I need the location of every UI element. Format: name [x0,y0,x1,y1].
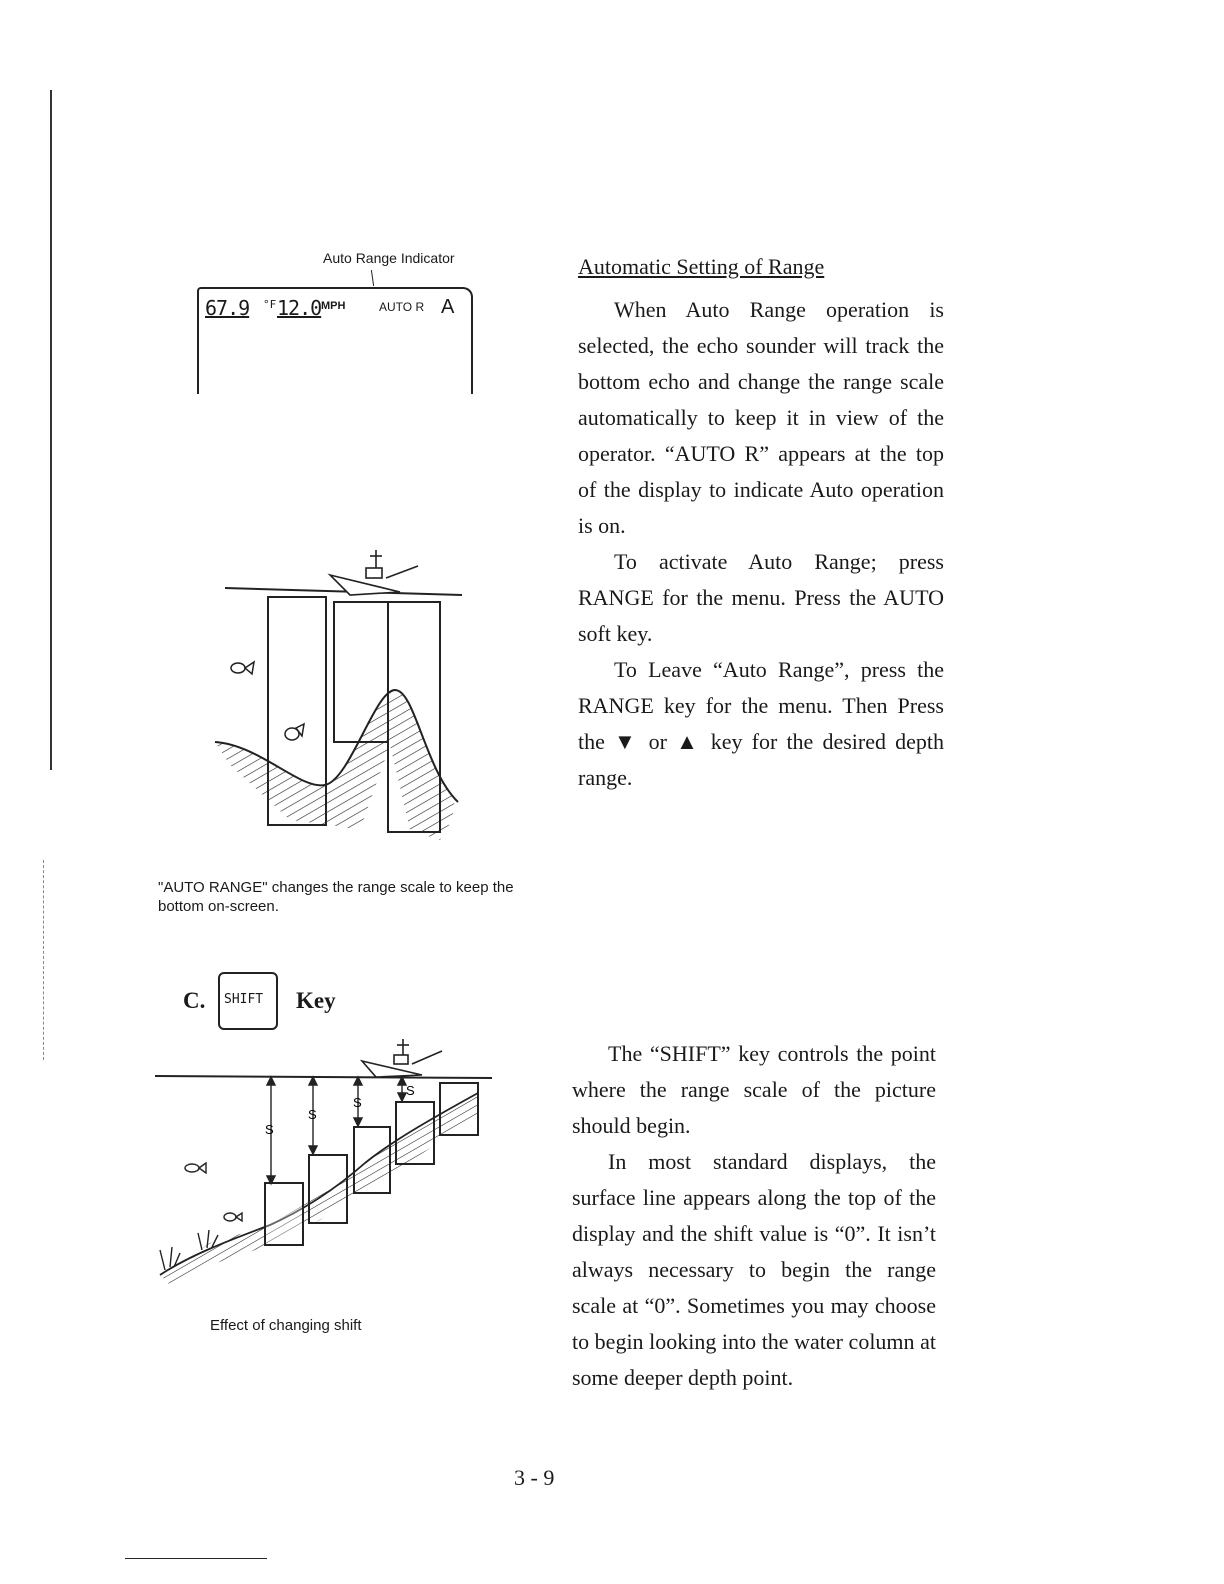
paragraph: To activate Auto Range; press RANGE for the menu. Press the AUTO soft key. [578,549,944,646]
shift-mark: S [353,1095,362,1110]
page-number: 3 - 9 [514,1465,555,1490]
section-heading: Automatic Setting of Range [578,254,825,279]
fish-icon [231,662,254,674]
surface-line [155,1076,492,1078]
auto-range-illustration [190,540,480,840]
auto-range-indicator-label: Auto Range Indicator [323,250,455,266]
fish-icon [224,1213,242,1221]
lcd-auto-range: AUTO R [379,300,425,314]
lcd-speed: 12.0 [277,296,322,320]
key-word: Key [296,988,336,1013]
shift-figure-caption: Effect of changing shift [210,1317,362,1334]
paragraph: The “SHIFT” key controls the point where the range scale of the picture should begin. [572,1041,936,1138]
margin-rule [50,90,52,770]
paragraph [578,652,944,796]
shift-key-icon [218,972,278,1030]
paragraph: In most standard displays, the surface line appears along the top of the display and the shift value is “0”. It isn’t always necessary to begin the range scale at “0”. Sometimes you may choose to begin looking into the water column at some deeper depth point. [572,1149,936,1390]
down-arrow-icon: ▼ [614,729,640,754]
auto-range-text [578,292,944,796]
range-box-1 [265,1183,303,1245]
shift-mark: S [265,1122,274,1137]
margin-rule-dashed [43,860,45,1060]
shift-text [572,1036,936,1396]
footer-rule [125,1558,267,1559]
bottom-hatch [160,1095,478,1285]
lcd-status-row [205,296,460,322]
lcd-temperature: 67.9 [205,296,250,320]
lcd-range-mark: A [441,296,455,318]
lcd-speed-unit: MPH [321,300,346,312]
lcd-temperature-unit: °F [263,298,277,311]
shift-illustration [150,1035,500,1285]
shift-mark: S [308,1107,317,1122]
indicator-pointer [371,270,374,286]
up-arrow-icon: ▲ [676,729,702,754]
paragraph-text: key for the desired depth range. [578,729,945,790]
section-letter: C. [183,988,206,1013]
fish-icon [185,1163,206,1173]
paragraph-text: or [648,729,667,754]
fish-icon [285,724,304,740]
auto-range-figure-caption: "AUTO RANGE" changes the range scale to keep the bottom on-screen. [158,879,514,915]
paragraph: When Auto Range operation is selected, the echo sounder will track the bottom echo and change the range scale automatically to keep it in view of the operator. “AUTO R” appears at the top of the display to indicate Auto operation is on. [578,297,944,538]
boat-icon [330,550,418,595]
paragraph-text: To Leave “Auto Range”, press the RANGE key for the menu. Then Press the [578,657,944,754]
boat-icon [362,1039,442,1077]
shift-key-text: SHIFT [224,992,264,1007]
shift-mark: S [406,1083,415,1098]
